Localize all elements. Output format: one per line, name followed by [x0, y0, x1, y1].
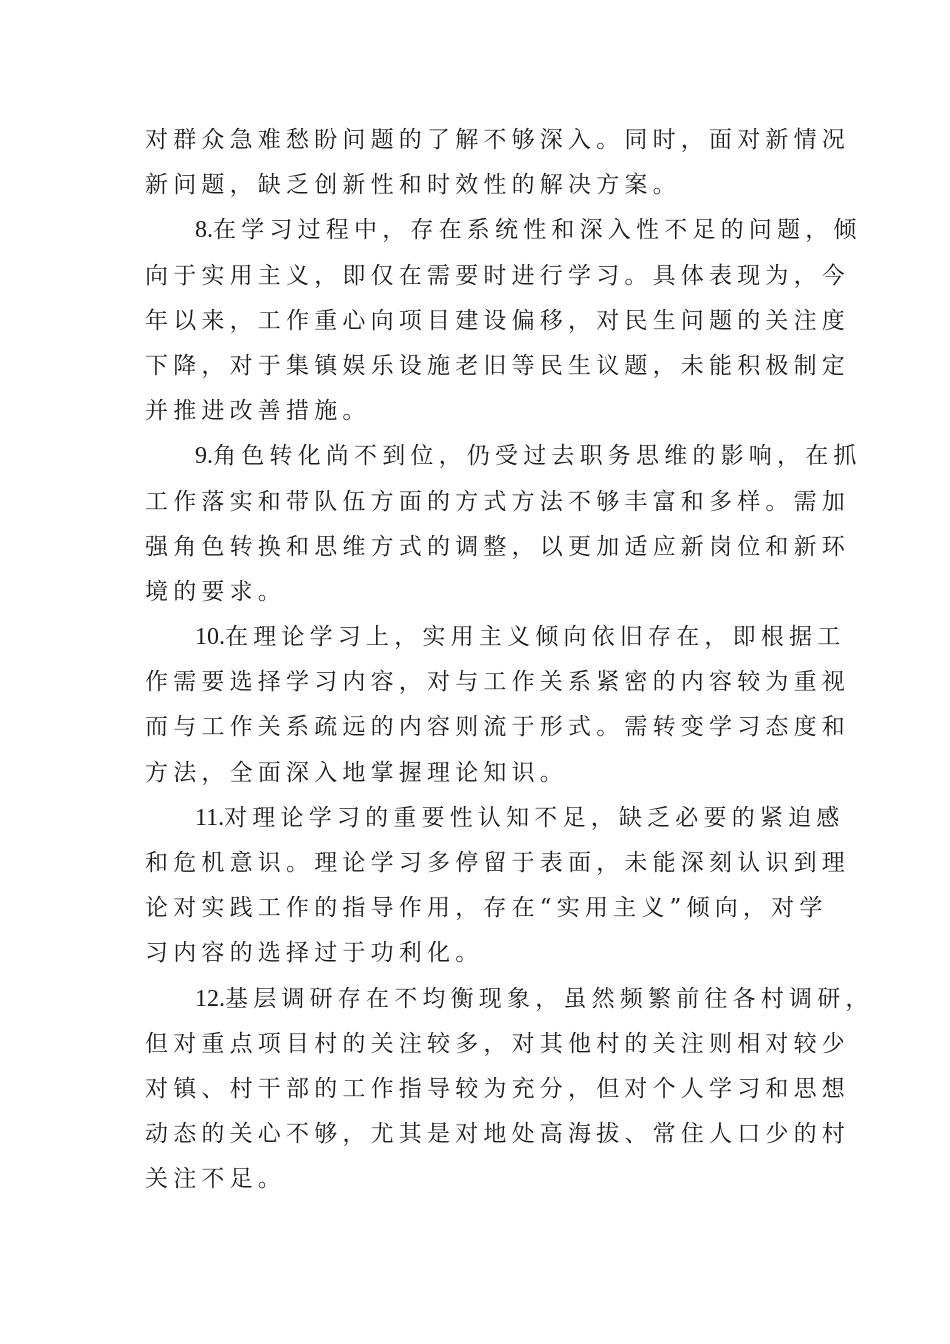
text-line: 而与工作关系疏远的内容则流于形式。需转变学习态度和	[145, 714, 850, 741]
paragraph-item-11	[145, 796, 850, 977]
text-line: 和危机意识。理论学习多停留于表面，未能深刻认识到理	[145, 850, 850, 876]
document-body	[145, 118, 874, 1203]
text-line: 下降，对于集镇娱乐设施老旧等民生议题，未能积极制定	[145, 352, 850, 379]
text-line: 新问题，缺乏创新性和时效性的解决方案。	[145, 172, 681, 199]
text-line: 但对重点项目村的关注较多，对其他村的关注则相对较少	[145, 1030, 850, 1057]
text-line: 对镇、村干部的工作指导较为充分，但对个人学习和思想	[145, 1075, 850, 1102]
text-line: 方法，全面深入地掌握理论知识。	[145, 759, 568, 786]
text-line	[145, 796, 845, 841]
text-line: 论对实践工作的指导作用，存在“实用主义”倾向，对学	[145, 895, 828, 922]
text-line: 工作落实和带队伍方面的方式方法不够丰富和多样。需加	[145, 488, 850, 515]
text-line: 并推进改善措施。	[145, 398, 371, 425]
line-text: 基层调研存在不均衡现象，虽然频繁前往各村调研，	[225, 985, 874, 1012]
paragraph-item-8	[145, 208, 862, 434]
text-line	[145, 208, 862, 253]
text-line: 关注不足。	[145, 1166, 286, 1193]
paragraph-continuation	[145, 118, 850, 208]
paragraph-item-9	[145, 434, 862, 615]
line-text: 在理论学习上，实用主义倾向依旧存在，即根据工	[225, 624, 846, 651]
item-number: 8.	[195, 217, 213, 244]
line-text: 在学习过程中，存在系统性和深入性不足的问题，倾	[213, 217, 862, 244]
text-line: 境的要求。	[145, 578, 286, 605]
item-number: 11.	[195, 804, 225, 831]
text-line: 动态的关心不够，尤其是对地处高海拔、常住人口少的村	[145, 1121, 850, 1148]
text-line	[145, 615, 846, 660]
text-line: 向于实用主义，即仅在需要时进行学习。具体表现为，今	[145, 262, 850, 289]
paragraph-item-10	[145, 615, 850, 796]
item-number: 10.	[195, 624, 225, 651]
paragraph-item-12	[145, 977, 874, 1203]
text-line: 对群众急难愁盼问题的了解不够深入。同时，面对新情况	[145, 127, 850, 153]
text-line: 作需要选择学习内容，对与工作关系紧密的内容较为重视	[145, 669, 850, 696]
line-text: 角色转化尚不到位，仍受过去职务思维的影响，在抓	[213, 443, 862, 470]
text-line: 习内容的选择过于功利化。	[145, 940, 484, 967]
text-line	[145, 977, 874, 1022]
line-text: 对理论学习的重要性认知不足，缺乏必要的紧迫感	[224, 804, 845, 831]
text-line	[145, 434, 862, 479]
item-number: 9.	[195, 443, 213, 470]
item-number: 12.	[195, 985, 225, 1012]
text-line: 强角色转换和思维方式的调整，以更加适应新岗位和新环	[145, 533, 850, 560]
text-line: 年以来，工作重心向项目建设偏移，对民生问题的关注度	[145, 307, 850, 334]
